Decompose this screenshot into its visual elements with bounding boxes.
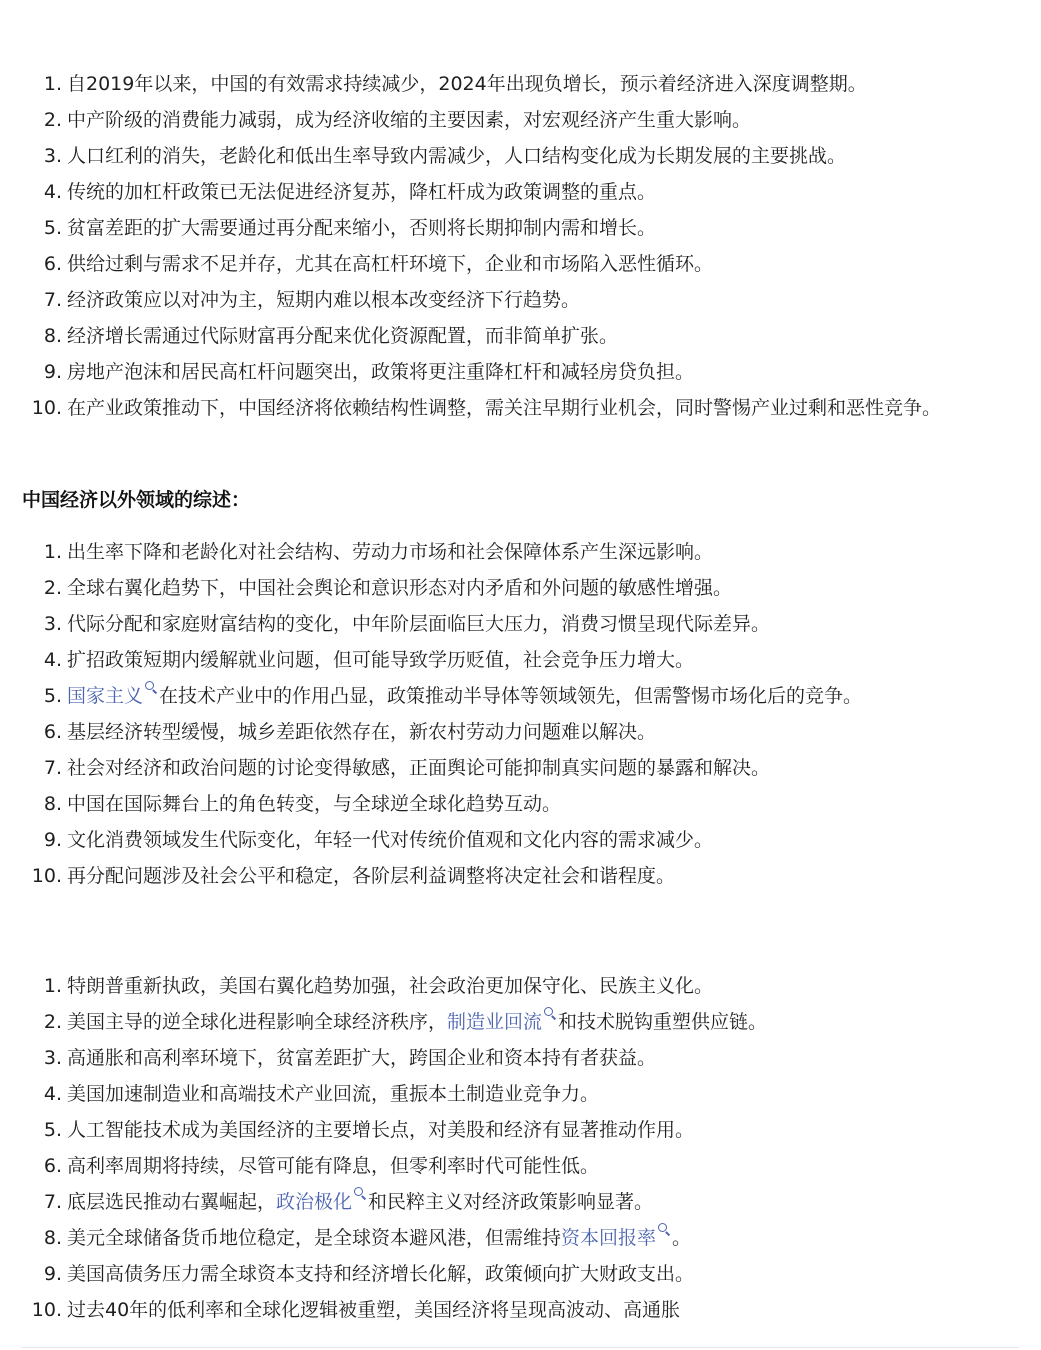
list-number: 4. — [43, 649, 62, 671]
list-text — [67, 678, 1021, 714]
list-item — [0, 606, 1041, 642]
list-item — [0, 102, 1041, 138]
list-text: 出生率下降和老龄化对社会结构、劳动力市场和社会保障体系产生深远影响。 — [67, 541, 714, 563]
list-item — [0, 858, 1041, 894]
list-text: 在产业政策推动下，中国经济将依赖结构性调整，需关注早期行业机会，同时警惕产业过剩和恶性竞争。 — [67, 397, 942, 419]
list-number: 3. — [43, 1047, 62, 1069]
list-number: 10. — [31, 397, 62, 419]
list-item — [0, 210, 1041, 246]
list-item — [0, 1220, 1041, 1256]
keyword-link-nationalism[interactable]: 国家主义 — [67, 685, 144, 707]
list-text — [67, 1004, 1021, 1040]
list-text: 经济政策应以对冲为主，短期内难以根本改变经济下行趋势。 — [67, 289, 581, 311]
list-item — [0, 1076, 1041, 1112]
list-text: 供给过剩与需求不足并存，尤其在高杠杆环境下，企业和市场陷入恶性循环。 — [67, 253, 714, 275]
list-item — [0, 390, 1041, 426]
list-number: 6. — [43, 721, 62, 743]
list-item — [0, 1112, 1041, 1148]
list-text: 经济增长需通过代际财富再分配来优化资源配置，而非简单扩张。 — [67, 325, 619, 347]
list-text: 传统的加杠杆政策已无法促进经济复苏，降杠杆成为政策调整的重点。 — [67, 181, 657, 203]
list-text: 文化消费领域发生代际变化，年轻一代对传统价值观和文化内容的需求减少。 — [67, 829, 714, 851]
list-text — [67, 1184, 1021, 1220]
list-item — [0, 174, 1041, 210]
list-item — [0, 246, 1041, 282]
list-text — [67, 1220, 1021, 1256]
list-number: 6. — [43, 1155, 62, 1177]
list-number: 5. — [43, 1119, 62, 1141]
list-text: 中国在国际舞台上的角色转变，与全球逆全球化趋势互动。 — [67, 793, 562, 815]
list-text-before: 美元全球储备货币地位稳定，是全球资本避风港，但需维持 — [67, 1227, 562, 1249]
list-text: 扩招政策短期内缓解就业问题，但可能导致学历贬值，社会竞争压力增大。 — [67, 649, 695, 671]
list-number: 4. — [43, 181, 62, 203]
list-item — [0, 822, 1041, 858]
list-number: 3. — [43, 145, 62, 167]
list-number: 9. — [43, 361, 62, 383]
list-text: 中产阶级的消费能力减弱，成为经济收缩的主要因素，对宏观经济产生重大影响。 — [67, 109, 752, 131]
list-number: 6. — [43, 253, 62, 275]
list-text: 高利率周期将持续，尽管可能有降息，但零利率时代可能性低。 — [67, 1155, 600, 1177]
list-text: 代际分配和家庭财富结构的变化，中年阶层面临巨大压力，消费习惯呈现代际差异。 — [67, 613, 771, 635]
list-text-before: 底层选民推动右翼崛起， — [67, 1191, 277, 1213]
list-number: 9. — [43, 1263, 62, 1285]
search-icon[interactable] — [658, 1223, 670, 1237]
list-text: 房地产泡沫和居民高杠杆问题突出，政策将更注重降杠杆和减轻房贷负担。 — [67, 361, 695, 383]
list-text: 社会对经济和政治问题的讨论变得敏感，正面舆论可能抑制真实问题的暴露和解决。 — [67, 757, 771, 779]
list-item — [0, 534, 1041, 570]
list-number: 7. — [43, 757, 62, 779]
keyword-link-return-on-capital[interactable]: 资本回报率 — [561, 1227, 657, 1249]
list-item — [0, 318, 1041, 354]
list-number: 4. — [43, 1083, 62, 1105]
list-text-after: 在技术产业中的作用凸显，政策推动半导体等领域领先，但需警惕市场化后的竞争。 — [159, 685, 863, 707]
list-item — [0, 1004, 1041, 1040]
list-text-before: 美国主导的逆全球化进程影响全球经济秩序， — [67, 1011, 448, 1033]
search-icon[interactable] — [145, 681, 157, 695]
list-text-after: 和技术脱钩重塑供应链。 — [558, 1011, 768, 1033]
search-icon[interactable] — [354, 1187, 366, 1201]
list-number: 10. — [31, 865, 62, 887]
list-number: 5. — [43, 685, 62, 707]
keyword-link-reshoring[interactable]: 制造业回流 — [447, 1011, 543, 1033]
non-economy-list — [0, 534, 1041, 894]
list-text: 特朗普重新执政，美国右翼化趋势加强，社会政治更加保守化、民族主义化。 — [67, 975, 714, 997]
list-item — [0, 570, 1041, 606]
list-number: 7. — [43, 289, 62, 311]
list-text: 全球右翼化趋势下，中国社会舆论和意识形态对内矛盾和外问题的敏感性增强。 — [67, 577, 733, 599]
list-text: 美国加速制造业和高端技术产业回流，重振本土制造业竞争力。 — [67, 1083, 600, 1105]
list-text: 高通胀和高利率环境下，贫富差距扩大，跨国企业和资本持有者获益。 — [67, 1047, 657, 1069]
list-item — [0, 786, 1041, 822]
list-text: 人口红利的消失，老龄化和低出生率导致内需减少，人口结构变化成为长期发展的主要挑战。 — [67, 145, 847, 167]
list-number: 8. — [43, 325, 62, 347]
list-number: 5. — [43, 217, 62, 239]
list-text-after: 和民粹主义对经济政策影响显著。 — [368, 1191, 654, 1213]
list-item — [0, 1040, 1041, 1076]
list-item — [0, 66, 1041, 102]
list-number: 2. — [43, 577, 62, 599]
list-number: 8. — [43, 1227, 62, 1249]
list-number: 3. — [43, 613, 62, 635]
divider — [22, 1347, 1019, 1348]
list-text: 贫富差距的扩大需要通过再分配来缩小，否则将长期抑制内需和增长。 — [67, 217, 657, 239]
list-number: 9. — [43, 829, 62, 851]
list-item — [0, 642, 1041, 678]
list-item — [0, 138, 1041, 174]
search-icon[interactable] — [544, 1007, 556, 1021]
list-item — [0, 750, 1041, 786]
list-text-after: 。 — [672, 1227, 692, 1249]
list-number: 1. — [43, 73, 62, 95]
list-text: 人工智能技术成为美国经济的主要增长点，对美股和经济有显著推动作用。 — [67, 1119, 695, 1141]
list-item — [0, 678, 1041, 714]
list-item — [0, 968, 1041, 1004]
list-text: 美国高债务压力需全球资本支持和经济增长化解，政策倾向扩大财政支出。 — [67, 1263, 695, 1285]
list-number: 2. — [43, 109, 62, 131]
list-number: 8. — [43, 793, 62, 815]
list-item — [0, 1292, 1041, 1328]
list-text: 基层经济转型缓慢，城乡差距依然存在，新农村劳动力问题难以解决。 — [67, 721, 657, 743]
list-item — [0, 714, 1041, 750]
list-number: 1. — [43, 541, 62, 563]
list-number: 2. — [43, 1011, 62, 1033]
list-item — [0, 1184, 1041, 1220]
list-item — [0, 1256, 1041, 1292]
section-heading: 中国经济以外领域的综述： — [22, 489, 251, 511]
list-text: 过去40年的低利率和全球化逻辑被重塑，美国经济将呈现高波动、高通胀 — [67, 1299, 681, 1321]
china-economy-list — [0, 66, 1041, 426]
us-list — [0, 968, 1041, 1328]
list-text: 自2019年以来，中国的有效需求持续减少，2024年出现负增长，预示着经济进入深度调整期。 — [67, 73, 867, 95]
list-number: 10. — [31, 1299, 62, 1321]
list-item — [0, 1148, 1041, 1184]
list-item — [0, 354, 1041, 390]
list-text: 再分配问题涉及社会公平和稳定，各阶层利益调整将决定社会和谐程度。 — [67, 865, 676, 887]
list-item — [0, 282, 1041, 318]
list-number: 1. — [43, 975, 62, 997]
keyword-link-polarization[interactable]: 政治极化 — [276, 1191, 353, 1213]
text-fade-overlay — [720, 1300, 800, 1336]
list-number: 7. — [43, 1191, 62, 1213]
